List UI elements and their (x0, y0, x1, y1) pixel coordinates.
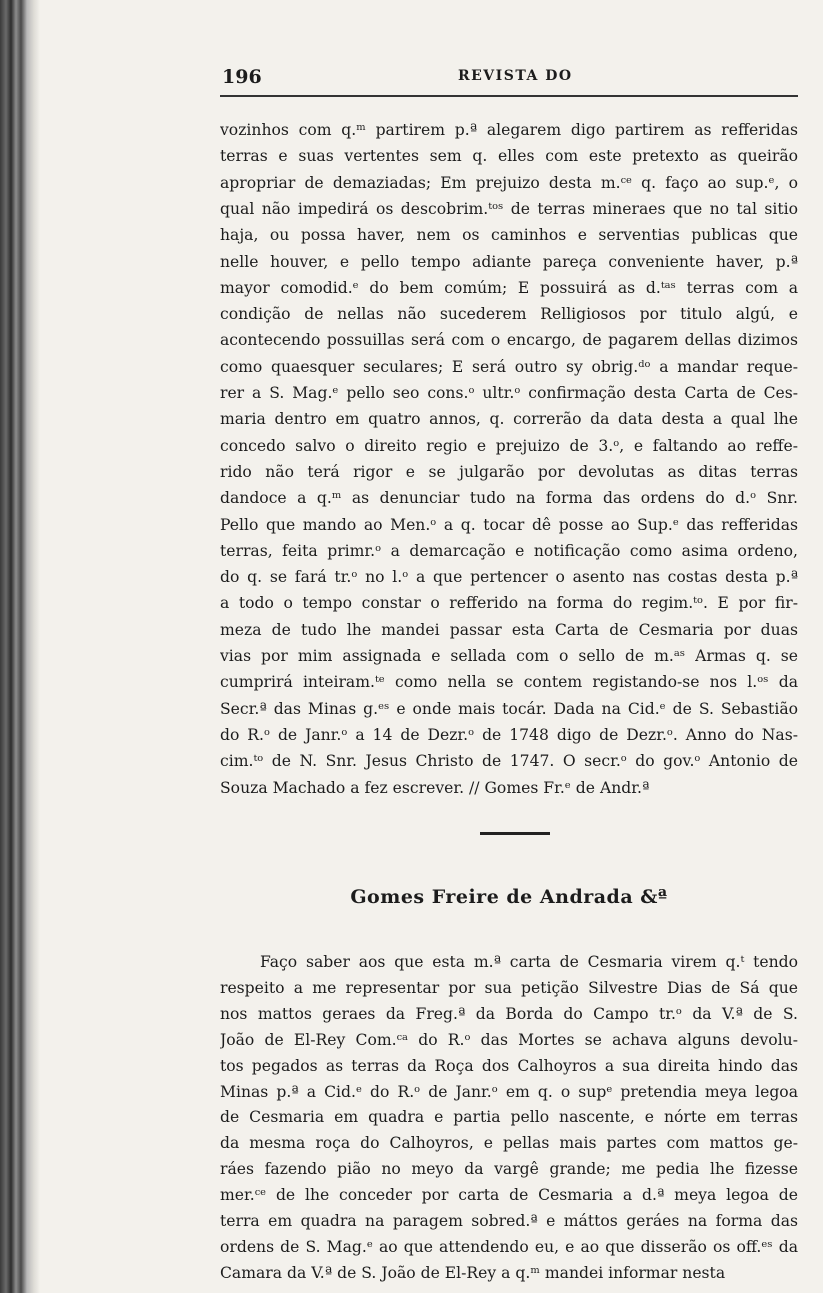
text-line: cim.ᵗᵒ de N. Snr. Jesus Christo de 1747. O secr.ᵒ do gov.ᵒ Antonio de (220, 752, 798, 771)
text-line: de Cesmaria em quadra e partia pello nascente, e nórte em terras (220, 1108, 798, 1127)
text-line: dandoce a q.ᵐ as denunciar tudo na forma das ordens do d.ᵒ Snr. (220, 489, 798, 508)
text-line: terra em quadra na paragem sobred.ª e máttos geráes na forma das (220, 1212, 798, 1230)
text-line: vias por mim assignada e sellada com o sello de m.ᵃˢ Armas q. se (220, 647, 798, 665)
text-line: tos pegados as terras da Roça dos Calhoyros a sua direita hindo das (220, 1056, 798, 1075)
text-line: nelle houver, e pello tempo adiante pareça conveniente haver, p.ª (220, 252, 798, 271)
text-line: Secr.ª das Minas g.ᵉˢ e onde mais tocár. Dada na Cid.ᵉ de S. Sebastião (220, 699, 798, 718)
text-line: meza de tudo lhe mandei passar esta Carta de Cesmaria por duas (220, 620, 798, 639)
book-spine-edge (0, 0, 40, 1293)
text-line: ráes fazendo pião no meyo da vargê grande; me pedia lhe fizesse (220, 1160, 798, 1179)
text-line: vozinhos com q.ᵐ partirem p.ª alegarem digo partirem as refferidas (220, 121, 798, 139)
text-line: condição de nellas não sucederem Relligiosos por titulo algú, e (220, 305, 798, 324)
text-line: maria dentro em quatro annos, q. correrão da data desta a qual lhe (220, 410, 798, 429)
text-line: concedo salvo o direito regio e prejuizo de 3.ᵒ, e faltando ao reffe- (220, 436, 798, 455)
text-line: terras, feita primr.ᵒ a demarcação e notificação como asima ordeno, (220, 541, 798, 560)
text-line: a todo o tempo constar o refferido na forma do regim.ᵗᵒ. E por fir- (220, 594, 798, 613)
text-line: apropriar de demaziadas; Em prejuizo desta m.ᶜᵉ q. faço ao sup.ᵉ, o (220, 173, 798, 192)
section-heading: Gomes Freire de Andrada &ª (350, 886, 668, 908)
text-line: nos mattos geraes da Freg.ª da Borda do Campo tr.ᵒ da V.ª de S. (220, 1004, 798, 1023)
text-line: qual não impedirá os descobrim.ᵗᵒˢ de terras mineraes que no tal sitio (220, 199, 798, 218)
text-line: Souza Machado a fez escrever. // Gomes Fr.ᵉ de Andr.ª (220, 778, 650, 797)
text-line: Faço saber aos que esta m.ª carta de Cesmaria virem q.ᵗ tendo (260, 953, 798, 971)
text-line: mer.ᶜᵉ de lhe conceder por carta de Cesmaria a d.ª meya legoa de (220, 1186, 798, 1205)
text-line: Minas p.ª a Cid.ᵉ do R.ᵒ de Janr.ᵒ em q. o supᵉ pretendia meya legoa (220, 1082, 798, 1101)
text-line: ordens de S. Mag.ᵉ ao que attendendo eu, e ao que disserão os off.ᵉˢ da (220, 1237, 798, 1256)
text-line: Camara da V.ª de S. João de El-Rey a q.ᵐ mandei informar nesta (220, 1263, 726, 1282)
running-head: REVISTA DO (458, 68, 573, 84)
text-line: Pello que mando ao Men.ᵒ a q. tocar dê posse ao Sup.ᵉ das refferidas (220, 515, 798, 534)
text-line: terras e suas vertentes sem q. elles com este pretexto as queirão (220, 147, 798, 166)
text-line: como quaesquer seculares; E será outro sy obrig.ᵈᵒ a mandar reque- (220, 357, 798, 376)
text-line: haja, ou possa haver, nem os caminhos e serventias publicas que (220, 226, 798, 245)
text-line: respeito a me representar por sua petição Silvestre Dias de Sá que (220, 978, 798, 997)
text-line: da mesma roça do Calhoyros, e pellas mais partes com mattos ge- (220, 1134, 798, 1153)
text-line: do q. se fará tr.ᵒ no l.ᵒ a que pertencer o asento nas costas desta p.ª (220, 568, 798, 587)
header-rule (220, 95, 798, 97)
page-number: 196 (222, 66, 262, 88)
text-line: João de El-Rey Com.ᶜᵃ do R.ᵒ das Mortes se achava alguns devolu- (220, 1030, 798, 1049)
text-line: acontecendo possuillas será com o encargo, de pagarem dellas dizimos (220, 331, 798, 350)
section-divider (480, 832, 550, 835)
text-line: mayor comodid.ᵉ do bem comúm; E possuirá as d.ᵗᵃˢ terras com a (220, 278, 798, 297)
text-line: cumprirá inteiram.ᵗᵉ como nella se contem registando-se nos l.ᵒˢ da (220, 673, 798, 692)
text-line: do R.ᵒ de Janr.ᵒ a 14 de Dezr.ᵒ de 1748 digo de Dezr.ᵒ. Anno do Nas- (220, 725, 798, 744)
text-line: rer a S. Mag.ᵉ pello seo cons.ᵒ ultr.ᵒ confirmação desta Carta de Ces- (220, 384, 798, 402)
text-line: rido não terá rigor e se julgarão por devolutas as ditas terras (220, 462, 798, 481)
